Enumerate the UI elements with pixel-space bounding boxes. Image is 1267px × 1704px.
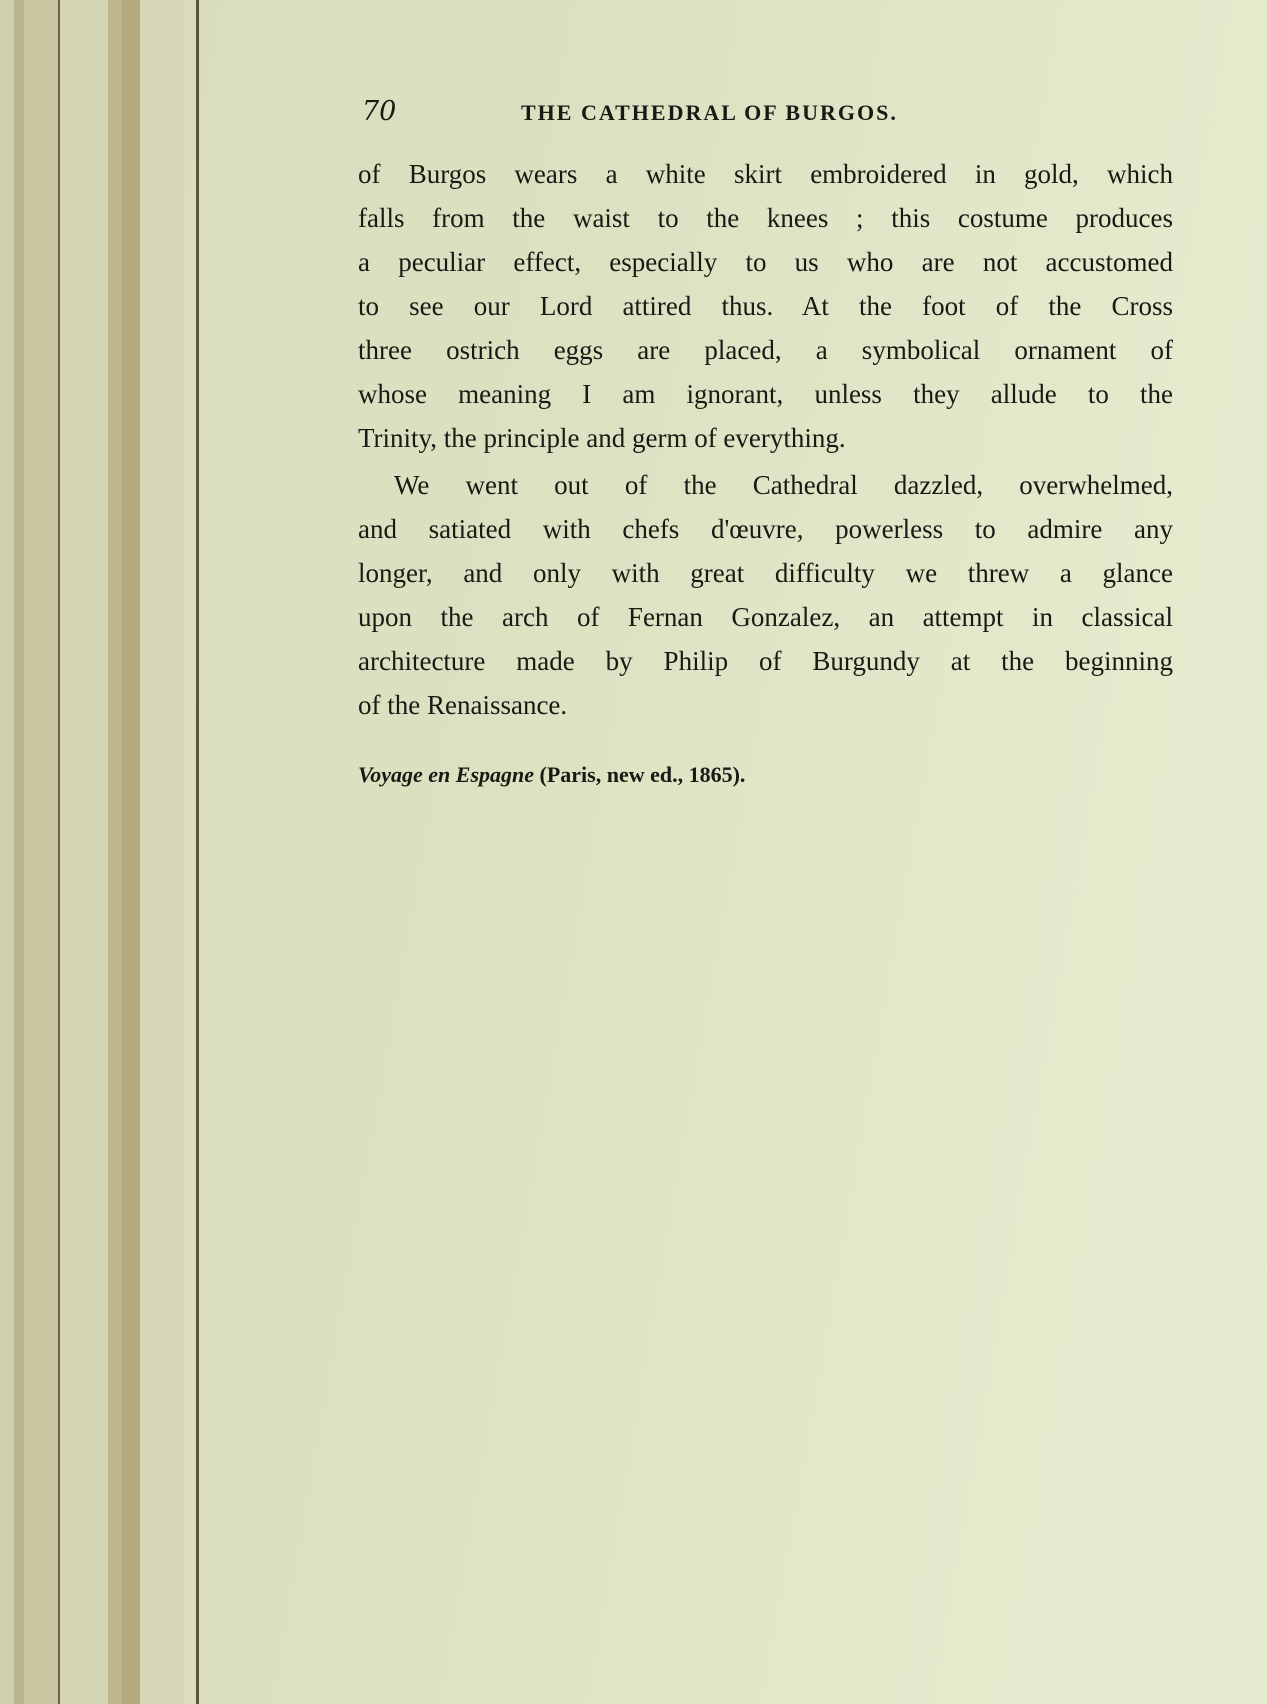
page-header bbox=[358, 96, 1173, 132]
text-line: Trinity, the principle and germ of everything. bbox=[358, 423, 846, 453]
citation-title: Voyage en Espagne bbox=[358, 762, 534, 787]
text-line: We went out of the Cathedral dazzled, overwhelmed, bbox=[394, 470, 1173, 500]
text-line: to see our Lord attired thus. At the foot of the Cross bbox=[358, 291, 1173, 321]
text-line: falls from the waist to the knees ; this costume produces bbox=[358, 203, 1173, 233]
text-line: architecture made by Philip of Burgundy at the beginning bbox=[358, 646, 1173, 676]
text-line: longer, and only with great difficulty we threw a glance bbox=[358, 558, 1173, 588]
text-line: and satiated with chefs d'œuvre, powerless to admire any bbox=[358, 514, 1173, 544]
text-line: of the Renaissance. bbox=[358, 690, 568, 720]
text-line: a peculiar effect, especially to us who are not accustomed bbox=[358, 247, 1173, 277]
text-line: whose meaning I am ignorant, unless they allude to the bbox=[358, 379, 1173, 409]
text-line: three ostrich eggs are placed, a symbolical ornament of bbox=[358, 335, 1173, 365]
text-line: of Burgos wears a white skirt embroidered in gold, which bbox=[358, 159, 1173, 189]
page-number: 70 bbox=[362, 96, 397, 127]
running-title: THE CATHEDRAL OF BURGOS. bbox=[521, 100, 898, 125]
citation-details: (Paris, new ed., 1865). bbox=[539, 762, 746, 787]
book-page-edges bbox=[0, 0, 200, 1704]
citation bbox=[358, 762, 745, 788]
text-line: upon the arch of Fernan Gonzalez, an attempt in classical bbox=[358, 602, 1173, 632]
